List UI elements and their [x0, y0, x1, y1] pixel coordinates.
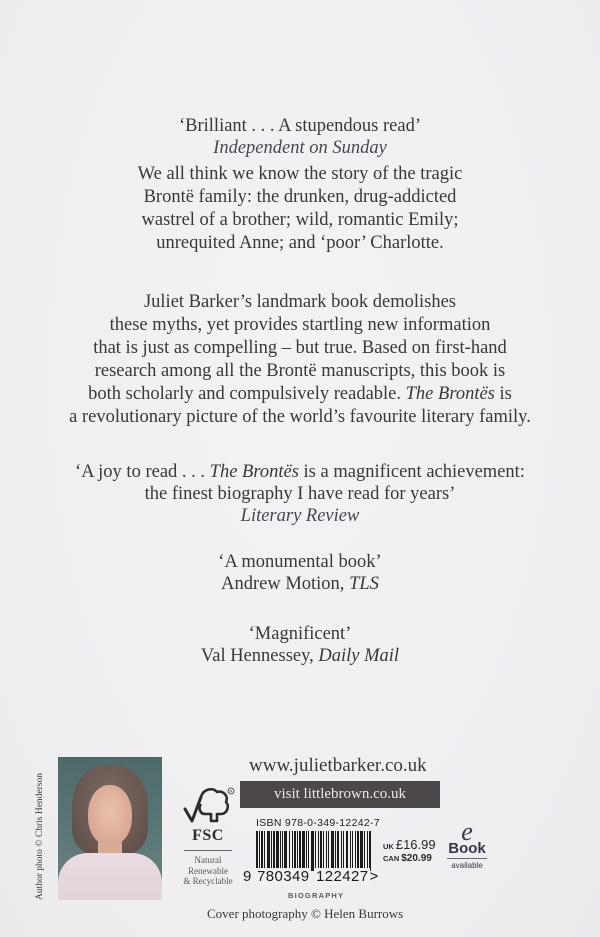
- quote-text: [0, 461, 600, 483]
- ebook-label: Book: [448, 840, 486, 857]
- blurb-paragraph-1: [0, 163, 600, 255]
- barcode-arrow: >: [369, 868, 379, 885]
- publisher-website-link[interactable]: visit littlebrown.co.uk: [240, 781, 440, 808]
- ebook-available-text: available: [451, 861, 483, 870]
- author-website-link[interactable]: www.julietbarker.co.uk: [249, 755, 427, 776]
- author-photo-credit: Author photo © Chris Henderson: [35, 772, 45, 900]
- book-category: BIOGRAPHY: [288, 891, 345, 900]
- book-title-italic: The Brontës: [209, 462, 299, 482]
- review-quote-independent: [0, 115, 600, 159]
- quote-text-part: ‘A joy to read . . .: [75, 462, 210, 482]
- quote-source: Independent on Sunday: [213, 138, 387, 158]
- author-photo: [58, 757, 162, 900]
- ebook-divider: [447, 858, 487, 859]
- publication-name: TLS: [349, 574, 379, 594]
- fsc-label: FSC: [192, 827, 224, 844]
- price-can: [383, 853, 432, 864]
- reviewer-name: Val Hennessey,: [200, 646, 319, 666]
- isbn: ISBN 978-0-349-12242-7: [256, 817, 380, 829]
- quote-text-part: is a magnificent achievement:: [298, 462, 525, 482]
- quote-text: ‘Brilliant . . . A stupendous read’: [178, 116, 421, 136]
- barcode: [256, 831, 380, 871]
- fsc-tagline-line: Natural: [194, 855, 222, 865]
- quote-source: [0, 573, 600, 595]
- blurb-line: a revolutionary picture of the world’s favourite literary family.: [69, 407, 531, 427]
- barcode-digit-first: 9: [243, 868, 252, 885]
- blurb-text: both scholarly and compulsively readable.: [88, 384, 406, 404]
- book-title-italic: The Brontës: [405, 384, 495, 404]
- price-can-value: $20.99: [401, 853, 432, 864]
- review-quote-tls: [0, 551, 600, 595]
- quote-text: ‘A monumental book’: [218, 552, 382, 572]
- reviewer-name: Andrew Motion,: [221, 574, 350, 594]
- quote-source: [0, 645, 600, 667]
- blurb-line: these myths, yet provides startling new information: [109, 315, 491, 335]
- blurb-paragraph-2: [0, 291, 600, 429]
- ebook-e-icon: e: [461, 817, 473, 846]
- quote-text: the finest biography I have read for years’: [144, 484, 456, 504]
- blurb-line: Brontë family: the drunken, drug-addicted: [143, 187, 457, 207]
- blurb-line: research among all the Brontë manuscripts, this book is: [94, 361, 506, 381]
- review-quote-daily-mail: [0, 623, 600, 667]
- blurb-text: is: [494, 384, 512, 404]
- blurb-line: We all think we know the story of the tragic: [137, 164, 463, 184]
- barcode-number: [243, 868, 379, 885]
- blurb-line: unrequited Anne; and ‘poor’ Charlotte.: [156, 233, 444, 253]
- price-uk-label: UK: [383, 842, 394, 851]
- price-uk: [383, 837, 436, 852]
- photo-face: [88, 785, 132, 845]
- fsc-divider: [184, 850, 232, 851]
- blurb-line: that is just as compelling – but true. Based on first-hand: [93, 338, 507, 358]
- blurb-line: Juliet Barker’s landmark book demolishes: [143, 292, 457, 312]
- fsc-tagline-line: & Recyclable: [183, 876, 233, 886]
- fsc-tree-check-icon: [181, 787, 235, 829]
- fsc-logo: [180, 787, 236, 887]
- ebook-available-badge: [445, 817, 489, 870]
- svg-text:R: R: [229, 788, 233, 794]
- photo-jacket: [58, 853, 162, 900]
- barcode-group-2: 122427: [316, 868, 369, 885]
- publication-name: Daily Mail: [318, 646, 400, 666]
- price-can-label: CAN: [383, 854, 400, 863]
- review-quote-literary-review: [0, 461, 600, 527]
- blurb-line: wastrel of a brother; wild, romantic Emily;: [141, 210, 459, 230]
- quote-source: Literary Review: [240, 506, 360, 526]
- quote-text: ‘Magnificent’: [248, 624, 352, 644]
- fsc-tagline: [180, 855, 236, 887]
- cover-photography-credit: Cover photography © Helen Burrows: [207, 906, 404, 921]
- blurb-line: [0, 383, 600, 406]
- barcode-group-1: 780349: [257, 868, 310, 885]
- price-uk-value: £16.99: [395, 837, 436, 852]
- fsc-tagline-line: Renewable: [188, 865, 228, 876]
